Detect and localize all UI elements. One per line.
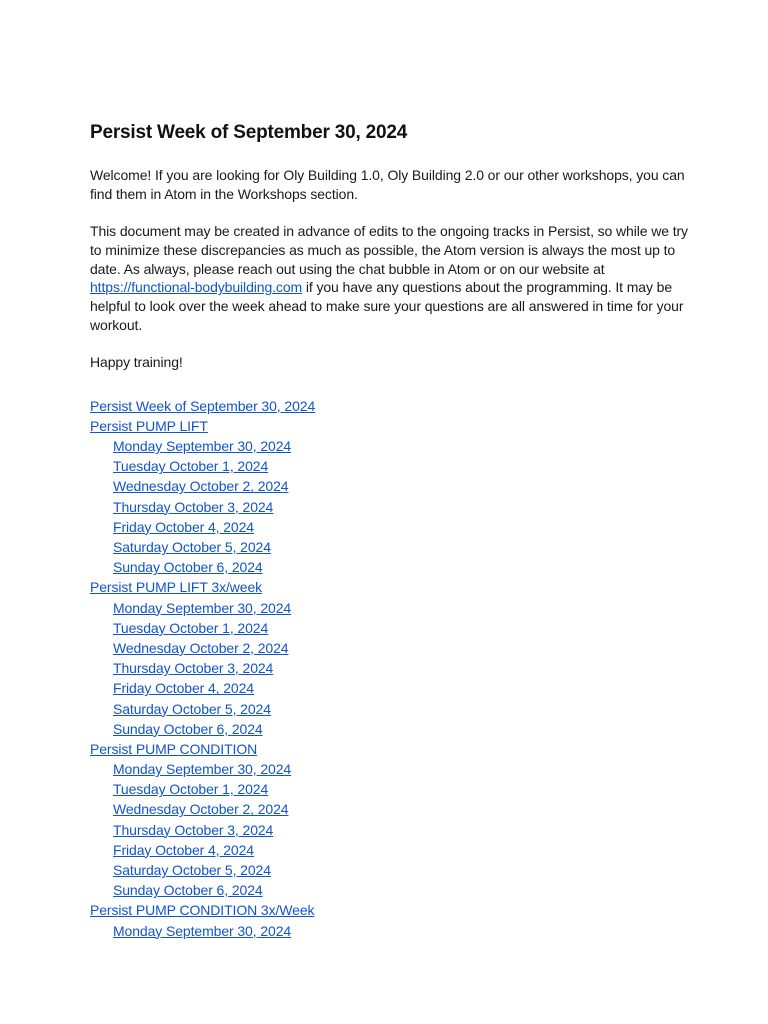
toc-link[interactable]: Wednesday October 2, 2024: [113, 478, 289, 495]
toc-link[interactable]: Saturday October 5, 2024: [113, 700, 271, 717]
toc-link[interactable]: Monday September 30, 2024: [113, 438, 292, 455]
toc-link[interactable]: Friday October 4, 2024: [113, 841, 254, 858]
toc-day-item: [90, 497, 690, 517]
info-text-before: This document may be created in advance of edits to the ongoing tracks in Persist, so while we try to minimize these discrepancies as much as possible, the Atom version is always the most up to date. As always, please reach out using the chat bubble in Atom or on our website at: [90, 223, 688, 277]
toc-link[interactable]: Persist Week of September 30, 2024: [90, 397, 316, 414]
toc-link[interactable]: Monday September 30, 2024: [113, 599, 292, 616]
toc-day-item: [90, 840, 690, 860]
toc-section-item: [90, 900, 690, 920]
toc-link[interactable]: Persist PUMP LIFT 3x/week: [90, 579, 263, 596]
toc-day-item: [90, 699, 690, 719]
toc-link[interactable]: Sunday October 6, 2024: [113, 882, 263, 899]
toc-section-item: [90, 416, 690, 436]
toc-link[interactable]: Persist PUMP LIFT: [90, 417, 208, 434]
toc-link[interactable]: Monday September 30, 2024: [113, 761, 292, 778]
toc-day-item: [90, 517, 690, 537]
toc-day-item: [90, 860, 690, 880]
toc-link[interactable]: Saturday October 5, 2024: [113, 862, 271, 879]
toc-day-item: [90, 921, 690, 941]
closing-paragraph: Happy training!: [90, 354, 183, 370]
toc-link[interactable]: Saturday October 5, 2024: [113, 539, 271, 556]
toc-day-item: [90, 557, 690, 577]
toc-day-item: [90, 598, 690, 618]
toc-link[interactable]: Tuesday October 1, 2024: [113, 458, 269, 475]
toc-link[interactable]: Friday October 4, 2024: [113, 518, 254, 535]
toc-day-item: [90, 779, 690, 799]
toc-section-item: [90, 577, 690, 597]
toc-link[interactable]: Tuesday October 1, 2024: [113, 619, 269, 636]
toc-day-item: [90, 678, 690, 698]
toc-link[interactable]: Wednesday October 2, 2024: [113, 639, 289, 656]
website-link[interactable]: https://functional-bodybuilding.com: [90, 279, 303, 296]
toc-link[interactable]: Persist PUMP CONDITION 3x/Week: [90, 902, 315, 919]
toc-link[interactable]: Thursday October 3, 2024: [113, 660, 274, 677]
toc-link[interactable]: Thursday October 3, 2024: [113, 498, 274, 515]
toc-link[interactable]: Wednesday October 2, 2024: [113, 801, 289, 818]
toc-day-item: [90, 638, 690, 658]
toc-day-item: [90, 456, 690, 476]
info-paragraph: [90, 222, 690, 334]
toc-link[interactable]: Friday October 4, 2024: [113, 680, 254, 697]
table-of-contents: [90, 396, 690, 941]
page-title: Persist Week of September 30, 2024: [90, 122, 408, 143]
info-text-after: if you have any questions about the programming. It may be helpful to look over the week ahead to make sure your questions are all answered in time for your workout.: [90, 279, 684, 333]
toc-link[interactable]: Monday September 30, 2024: [113, 922, 292, 939]
toc-day-item: [90, 618, 690, 638]
toc-day-item: [90, 537, 690, 557]
toc-day-item: [90, 719, 690, 739]
toc-link[interactable]: Thursday October 3, 2024: [113, 821, 274, 838]
toc-section-item: [90, 739, 690, 759]
toc-link[interactable]: Persist PUMP CONDITION: [90, 740, 258, 757]
toc-day-item: [90, 820, 690, 840]
toc-link[interactable]: Tuesday October 1, 2024: [113, 781, 269, 798]
toc-link[interactable]: Sunday October 6, 2024: [113, 559, 263, 576]
toc-day-item: [90, 799, 690, 819]
toc-day-item: [90, 436, 690, 456]
welcome-paragraph: Welcome! If you are looking for Oly Building 1.0, Oly Building 2.0 or our other workshops, you can find them in Atom in the Workshops section.: [90, 167, 685, 202]
toc-day-item: [90, 880, 690, 900]
toc-day-item: [90, 759, 690, 779]
toc-section-item: [90, 396, 690, 416]
toc-day-item: [90, 658, 690, 678]
toc-link[interactable]: Sunday October 6, 2024: [113, 720, 263, 737]
toc-day-item: [90, 476, 690, 496]
document-page: [90, 120, 690, 941]
